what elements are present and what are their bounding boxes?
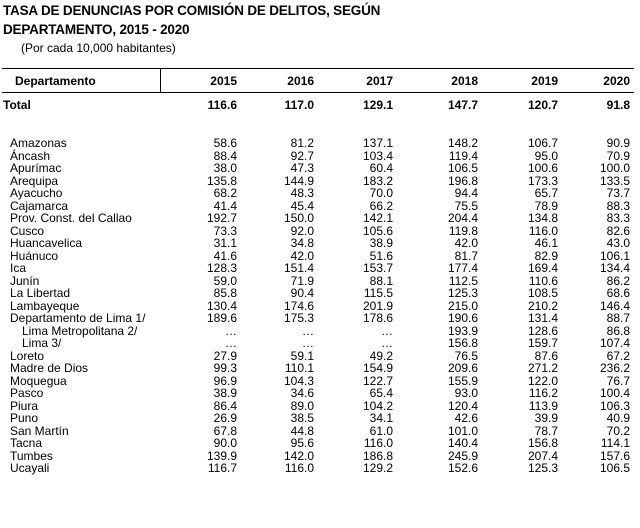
- cell-value: 119.4: [448, 149, 478, 163]
- column-header-year: 2016: [287, 74, 314, 88]
- cell-value: 177.4: [447, 261, 478, 275]
- header-bottom-rule: [2, 92, 634, 93]
- cell-value: 87.6: [534, 349, 558, 363]
- cell-value: 186.8: [362, 449, 393, 463]
- cell-value: 58.6: [213, 136, 237, 150]
- cell-value: 61.0: [369, 424, 393, 438]
- cell-value: 104.2: [362, 399, 393, 413]
- cell-value: 151.4: [283, 261, 314, 275]
- cell-value: 46.1: [534, 236, 558, 250]
- row-label: Moquegua: [10, 374, 67, 388]
- cell-value: 81.7: [454, 249, 478, 263]
- cell-value: 34.1: [369, 411, 393, 425]
- cell-value: …: [302, 324, 314, 338]
- report-subtitle: (Por cada 10,000 habitantes): [21, 41, 176, 55]
- cell-value: 88.3: [606, 199, 630, 213]
- cell-value: 51.6: [369, 249, 393, 263]
- row-label: Huánuco: [10, 249, 59, 263]
- cell-value: 100.4: [599, 386, 630, 400]
- cell-value: 90.9: [606, 136, 630, 150]
- cell-value: 204.4: [447, 211, 478, 225]
- cell-value: 173.3: [527, 174, 558, 188]
- cell-value: 105.6: [362, 224, 393, 238]
- cell-value: 135.8: [206, 174, 237, 188]
- cell-value: 245.9: [447, 449, 478, 463]
- cell-value: 110.6: [528, 274, 558, 288]
- cell-value: 65.7: [534, 186, 558, 200]
- cell-value: 94.4: [454, 186, 478, 200]
- row-label: Lambayeque: [10, 299, 80, 313]
- cell-value: 119.8: [448, 224, 478, 238]
- column-header-year: 2015: [210, 74, 237, 88]
- cell-value: 91.8: [606, 98, 630, 112]
- cell-value: 82.9: [534, 249, 558, 263]
- cell-value: 134.4: [599, 261, 630, 275]
- cell-value: 210.2: [527, 299, 558, 313]
- cell-value: 106.5: [447, 161, 478, 175]
- cell-value: 142.0: [283, 449, 314, 463]
- cell-value: 86.2: [606, 274, 630, 288]
- cell-value: 42.6: [454, 411, 478, 425]
- cell-value: 207.4: [527, 449, 558, 463]
- cell-value: 116.7: [207, 461, 237, 475]
- cell-value: 78.7: [534, 424, 558, 438]
- total-row: [0, 99, 640, 112]
- row-label: Cajamarca: [10, 199, 69, 213]
- cell-value: 86.4: [213, 399, 237, 413]
- cell-value: 76.7: [606, 374, 630, 388]
- cell-value: 215.0: [447, 299, 478, 313]
- cell-value: 137.1: [362, 136, 393, 150]
- row-label: Ica: [10, 261, 27, 275]
- header-top-rule: [2, 68, 634, 69]
- cell-value: 103.4: [362, 149, 393, 163]
- row-label: Departamento de Lima 1/: [10, 311, 146, 325]
- column-header-departamento: Departamento: [15, 74, 96, 88]
- cell-value: 44.8: [290, 424, 314, 438]
- cell-value: 73.3: [213, 224, 237, 238]
- row-label: Pasco: [10, 386, 44, 400]
- cell-value: 70.0: [369, 186, 393, 200]
- cell-value: 93.0: [454, 386, 478, 400]
- cell-value: 96.9: [213, 374, 237, 388]
- cell-value: 70.9: [606, 149, 630, 163]
- cell-value: 201.9: [362, 299, 393, 313]
- cell-value: 70.2: [606, 424, 630, 438]
- cell-value: 155.9: [447, 374, 478, 388]
- cell-value: 71.9: [290, 274, 314, 288]
- cell-value: 110.1: [284, 361, 314, 375]
- cell-value: 95.0: [534, 149, 558, 163]
- cell-value: 76.5: [454, 349, 478, 363]
- cell-value: 108.5: [527, 286, 558, 300]
- cell-value: 196.8: [447, 174, 478, 188]
- cell-value: 49.2: [369, 349, 393, 363]
- cell-value: 101.0: [447, 424, 478, 438]
- cell-value: 122.0: [527, 374, 558, 388]
- row-label: Huancavelica: [10, 236, 83, 250]
- row-label: Loreto: [10, 349, 45, 363]
- cell-value: 139.9: [206, 449, 237, 463]
- cell-value: 153.7: [362, 261, 393, 275]
- cell-value: 42.0: [454, 236, 478, 250]
- cell-value: 99.3: [213, 361, 237, 375]
- cell-value: …: [225, 324, 237, 338]
- row-label: Lima 3/: [22, 336, 62, 350]
- cell-value: 104.3: [283, 374, 314, 388]
- table-row: [0, 462, 640, 475]
- cell-value: 178.6: [362, 311, 393, 325]
- cell-value: 66.2: [369, 199, 393, 213]
- cell-value: 116.0: [363, 436, 393, 450]
- cell-value: 144.9: [283, 174, 314, 188]
- cell-value: 68.2: [213, 186, 237, 200]
- cell-value: 128.6: [527, 324, 558, 338]
- cell-value: 92.7: [290, 149, 314, 163]
- cell-value: 116.0: [528, 224, 558, 238]
- cell-value: 67.8: [213, 424, 237, 438]
- cell-value: 47.3: [290, 161, 314, 175]
- cell-value: 100.6: [527, 161, 558, 175]
- cell-value: 125.3: [447, 286, 478, 300]
- cell-value: 128.3: [206, 261, 237, 275]
- cell-value: 154.9: [362, 361, 393, 375]
- cell-value: 131.4: [527, 311, 558, 325]
- cell-value: 88.7: [606, 311, 630, 325]
- column-header-year: 2019: [531, 74, 558, 88]
- row-label: Madre de Dios: [10, 361, 89, 375]
- cell-value: 192.7: [206, 211, 237, 225]
- cell-value: 115.5: [363, 286, 393, 300]
- cell-value: 106.5: [599, 461, 630, 475]
- cell-value: 73.7: [606, 186, 630, 200]
- cell-value: 114.1: [600, 436, 630, 450]
- cell-value: 175.3: [283, 311, 314, 325]
- cell-value: 90.0: [213, 436, 237, 450]
- cell-value: 159.7: [527, 336, 558, 350]
- cell-value: 40.9: [606, 411, 630, 425]
- row-label: Amazonas: [10, 136, 67, 150]
- cell-value: 193.9: [447, 324, 478, 338]
- cell-value: 59.0: [213, 274, 237, 288]
- row-label: San Martín: [10, 424, 69, 438]
- cell-value: 183.2: [362, 174, 393, 188]
- cell-value: 68.6: [606, 286, 630, 300]
- cell-value: 65.4: [369, 386, 393, 400]
- cell-value: 112.5: [448, 274, 478, 288]
- cell-value: 106.1: [599, 249, 630, 263]
- cell-value: 116.6: [207, 98, 237, 112]
- column-header-year: 2020: [603, 74, 630, 88]
- cell-value: 125.3: [527, 461, 558, 475]
- cell-value: 209.6: [447, 361, 478, 375]
- row-label: Puno: [10, 411, 39, 425]
- cell-value: 174.6: [283, 299, 314, 313]
- report-title-line1: TASA DE DENUNCIAS POR COMISIÓN DE DELITOS, SEGÚN: [3, 3, 381, 18]
- cell-value: 120.7: [527, 98, 558, 112]
- cell-value: 92.0: [290, 224, 314, 238]
- cell-value: 107.4: [599, 336, 630, 350]
- cell-value: 31.1: [213, 236, 237, 250]
- cell-value: …: [225, 336, 237, 350]
- row-label: Prov. Const. del Callao: [10, 211, 132, 225]
- cell-value: 90.4: [290, 286, 314, 300]
- row-label: Junín: [10, 274, 40, 288]
- row-label: Tacna: [10, 436, 43, 450]
- cell-value: 45.4: [290, 199, 314, 213]
- column-header-year: 2018: [451, 74, 478, 88]
- cell-value: 81.2: [290, 136, 314, 150]
- cell-value: 60.4: [369, 161, 393, 175]
- cell-value: 130.4: [206, 299, 237, 313]
- cell-value: 190.6: [447, 311, 478, 325]
- cell-value: 39.9: [534, 411, 558, 425]
- row-label: Apurímac: [10, 161, 62, 175]
- cell-value: 156.8: [527, 436, 558, 450]
- cell-value: 271.2: [527, 361, 558, 375]
- cell-value: 41.4: [213, 199, 237, 213]
- row-label: Áncash: [10, 149, 51, 163]
- cell-value: 26.9: [213, 411, 237, 425]
- cell-value: 89.0: [290, 399, 314, 413]
- cell-value: 38.0: [213, 161, 237, 175]
- cell-value: 42.0: [290, 249, 314, 263]
- cell-value: 169.4: [527, 261, 558, 275]
- cell-value: 147.7: [447, 98, 478, 112]
- cell-value: 100.0: [599, 161, 630, 175]
- row-label: Piura: [10, 399, 39, 413]
- cell-value: 38.5: [290, 411, 314, 425]
- cell-value: 106.7: [527, 136, 558, 150]
- cell-value: 106.3: [599, 399, 630, 413]
- cell-value: 129.1: [362, 98, 393, 112]
- cell-value: 38.9: [369, 236, 393, 250]
- cell-value: 140.4: [447, 436, 478, 450]
- cell-value: 156.8: [447, 336, 478, 350]
- cell-value: 88.1: [369, 274, 393, 288]
- cell-value: 133.5: [599, 174, 630, 188]
- cell-value: 189.6: [206, 311, 237, 325]
- cell-value: 67.2: [606, 349, 630, 363]
- row-label: Ayacucho: [10, 186, 63, 200]
- cell-value: 43.0: [606, 236, 630, 250]
- cell-value: 148.2: [447, 136, 478, 150]
- cell-value: 34.8: [290, 236, 314, 250]
- cell-value: 146.4: [599, 299, 630, 313]
- row-label: Tumbes: [10, 449, 53, 463]
- cell-value: 152.6: [447, 461, 478, 475]
- cell-value: 88.4: [213, 149, 237, 163]
- cell-value: 134.8: [527, 211, 558, 225]
- cell-value: 83.3: [606, 211, 630, 225]
- cell-value: 38.9: [213, 386, 237, 400]
- cell-value: 122.7: [362, 374, 393, 388]
- cell-value: 116.2: [528, 386, 558, 400]
- cell-value: 48.3: [290, 186, 314, 200]
- cell-value: 157.6: [599, 449, 630, 463]
- cell-value: 82.6: [606, 224, 630, 238]
- cell-value: 41.6: [213, 249, 237, 263]
- row-label: Lima Metropolitana 2/: [22, 324, 138, 338]
- cell-value: 142.1: [362, 211, 393, 225]
- cell-value: 86.8: [606, 324, 630, 338]
- cell-value: 34.6: [290, 386, 314, 400]
- cell-value: 236.2: [599, 361, 630, 375]
- header-divider: [160, 69, 161, 92]
- cell-value: 113.9: [528, 399, 558, 413]
- cell-value: 59.1: [290, 349, 314, 363]
- cell-value: 75.5: [454, 199, 478, 213]
- report-title-line2: DEPARTAMENTO, 2015 - 2020: [3, 22, 190, 37]
- cell-value: 27.9: [213, 349, 237, 363]
- cell-value: 78.9: [534, 199, 558, 213]
- cell-value: 85.8: [213, 286, 237, 300]
- column-header-year: 2017: [366, 74, 393, 88]
- cell-value: 95.6: [290, 436, 314, 450]
- row-label: Cusco: [10, 224, 45, 238]
- row-label: Arequipa: [10, 174, 59, 188]
- row-label: Total: [3, 98, 31, 112]
- row-label: La Libertad: [10, 286, 71, 300]
- cell-value: …: [381, 336, 393, 350]
- cell-value: …: [381, 324, 393, 338]
- cell-value: 129.2: [362, 461, 393, 475]
- cell-value: 116.0: [284, 461, 314, 475]
- cell-value: 150.0: [283, 211, 314, 225]
- cell-value: 120.4: [447, 399, 478, 413]
- cell-value: 117.0: [284, 98, 314, 112]
- cell-value: …: [302, 336, 314, 350]
- row-label: Ucayali: [10, 461, 50, 475]
